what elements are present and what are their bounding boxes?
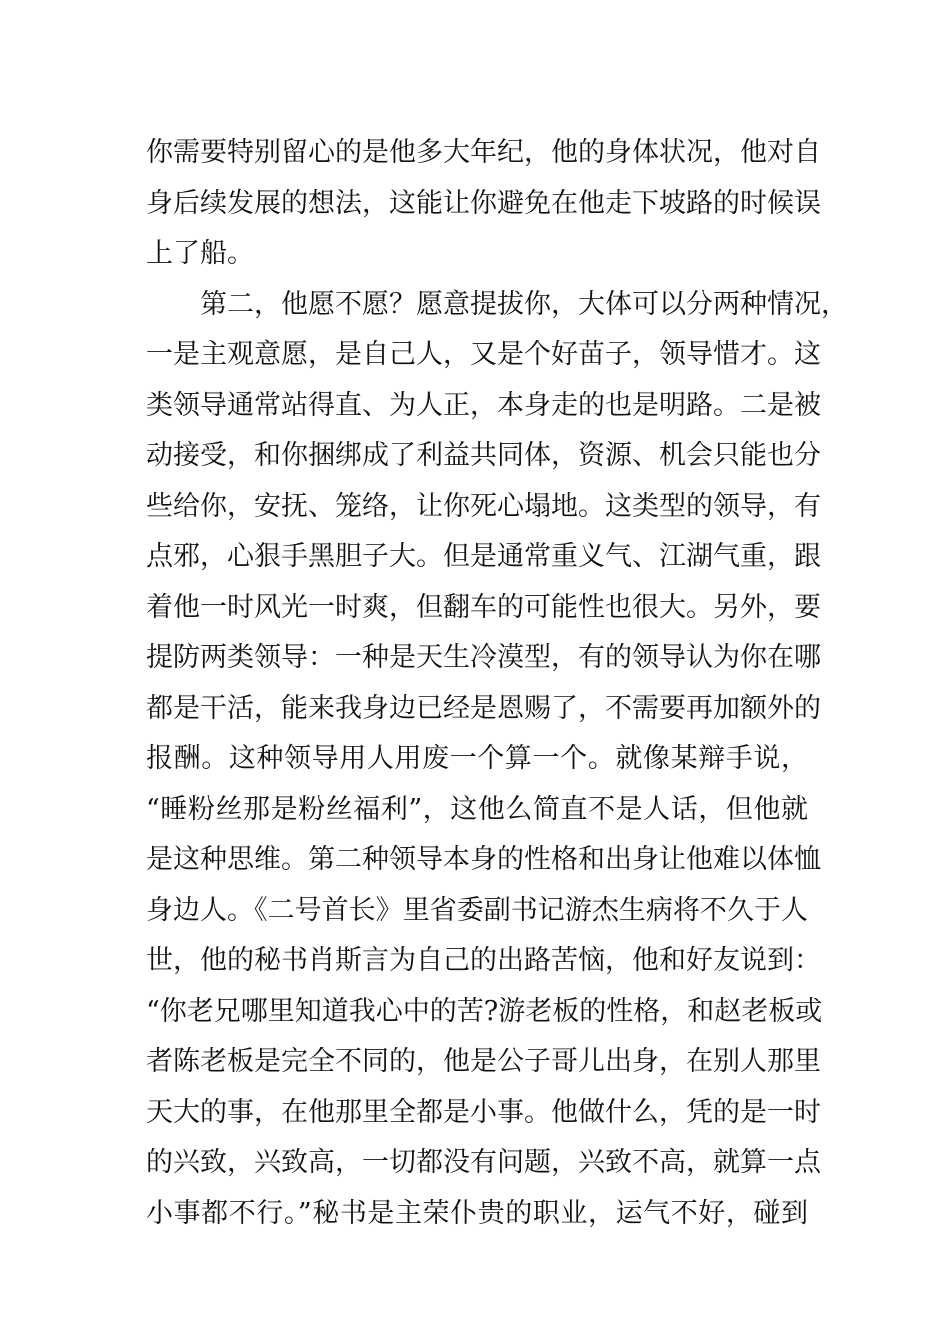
text-line: 一是主观意愿，是自己人，又是个好苗子，领导惜才。这: [146, 339, 821, 370]
text-line: “睡粉丝那是粉丝福利”，这他么简直不是人话，但他就: [146, 793, 808, 825]
text-line: 类领导通常站得直、为人正，本身走的也是明路。二是被: [146, 389, 821, 421]
text-line: 些给你，安抚、笼络，让你死心塌地。这类型的领导，有: [146, 490, 821, 522]
text-line: 第二，他愿不愿？愿意提拔你，大体可以分两种情况，: [146, 288, 848, 320]
text-line: 点邪，心狠手黑胆子大。但是通常重义气、江湖气重，跟: [146, 541, 821, 572]
text-line: 都是干活，能来我身边已经是恩赐了，不需要再加额外的: [146, 692, 821, 724]
text-line: 动接受，和你捆绑成了利益共同体，资源、机会只能也分: [146, 440, 821, 471]
text-line: 你需要特别留心的是他多大年纪，他的身体状况，他对自: [146, 137, 821, 168]
text-line: 是这种思维。第二种领导本身的性格和出身让他难以体恤: [146, 844, 821, 875]
text-line: 着他一时风光一时爽，但翻车的可能性也很大。另外，要: [146, 591, 821, 623]
text-line: 提防两类领导：一种是天生冷漠型，有的领导认为你在哪: [146, 642, 821, 673]
text-line: 世，他的秘书肖斯言为自己的出路苦恼，他和好友说到：: [146, 945, 821, 976]
text-line: 天大的事，在他那里全都是小事。他做什么，凭的是一时: [146, 1096, 821, 1128]
text-line: 的兴致，兴致高，一切都没有问题，兴致不高，就算一点: [146, 1147, 821, 1178]
text-line: 报酬。这种领导用人用废一个算一个。就像某辩手说，: [146, 743, 808, 774]
text-line: 者陈老板是完全不同的，他是公子哥儿出身，在别人那里: [146, 1046, 821, 1077]
text-line: 身后续发展的想法，这能让你避免在他走下坡路的时候误: [146, 187, 821, 219]
text-line: 身边人。《二号首长》里省委副书记游杰生病将不久于人: [146, 894, 808, 926]
text-line: 上了船。: [146, 238, 254, 269]
text-line: 小事都不行。”秘书是主荣仆贵的职业，运气不好，碰到: [146, 1197, 808, 1229]
text-line: “你老兄哪里知道我心中的苦?游老板的性格，和赵老板或: [146, 995, 823, 1027]
body-text: [146, 128, 848, 1239]
